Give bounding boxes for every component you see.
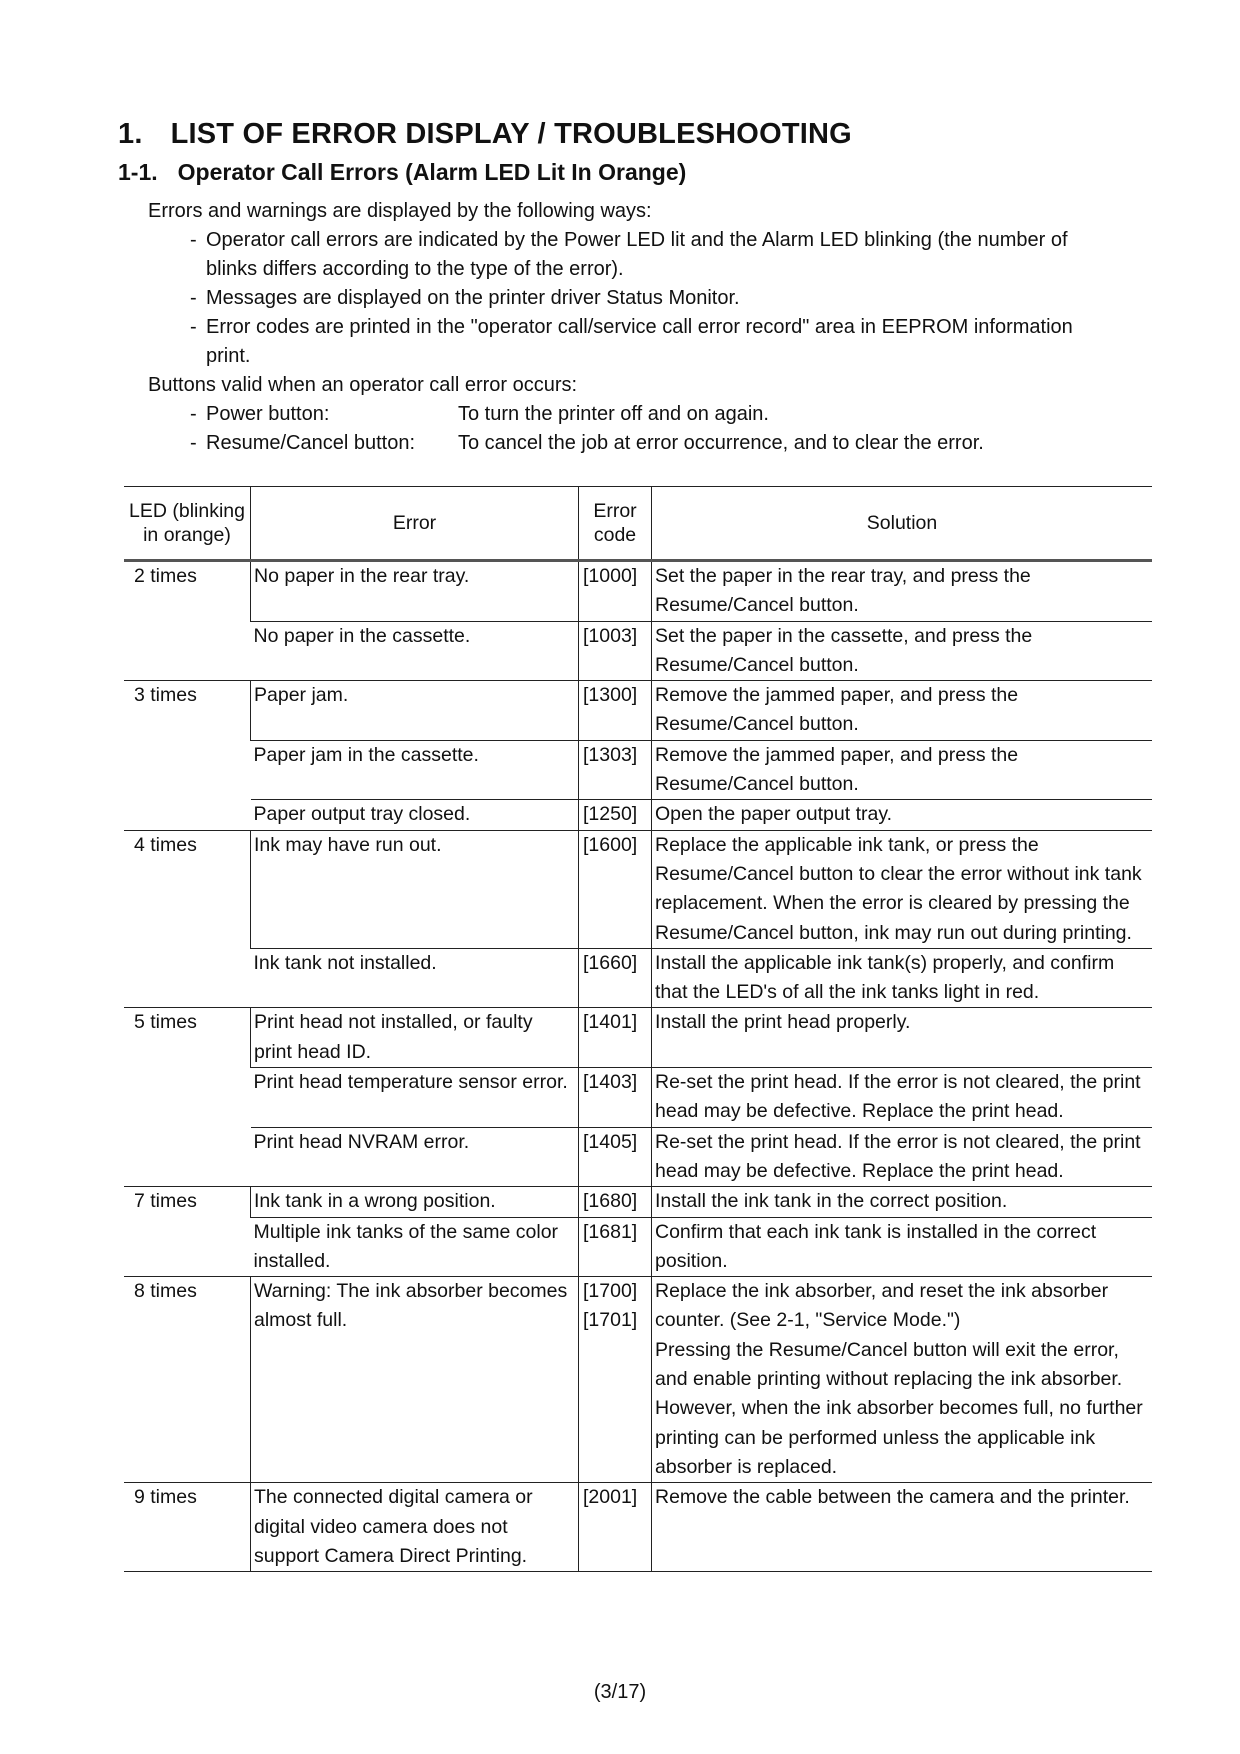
error-table-header	[124, 487, 1152, 561]
solution-cell: Replace the applicable ink tank, or press the Resume/Cancel button to clear the error without ink tank replacement. When the error is cleared by pressing the Resume/Cancel button, ink may run out during printing.	[652, 830, 1153, 948]
solution-cell: Set the paper in the cassette, and press the Resume/Cancel button.	[652, 621, 1153, 681]
error-code-cell: [1003]	[579, 621, 652, 681]
solution-cell: Install the applicable ink tank(s) properly, and confirm that the LED's of all the ink tanks light in red.	[652, 948, 1153, 1008]
error-cell: Paper jam in the cassette.	[251, 740, 579, 800]
error-code-cell: [1700] [1701]	[579, 1277, 652, 1483]
error-code-cell: [1250]	[579, 800, 652, 830]
table-row	[124, 621, 1152, 681]
intro-bullet	[190, 284, 1108, 313]
error-cell: Ink tank in a wrong position.	[251, 1187, 579, 1217]
header-code: Error code	[579, 487, 652, 561]
table-row	[124, 1187, 1152, 1217]
intro-bullet	[190, 226, 1108, 284]
solution-cell: Confirm that each ink tank is installed in the correct position.	[652, 1217, 1153, 1277]
led-blink-count: 7 times	[124, 1187, 251, 1277]
error-code-cell: [1681]	[579, 1217, 652, 1277]
bullet-text: Operator call errors are indicated by the Power LED lit and the Alarm LED blinking (the number of blinks differs according to the type of the error).	[206, 229, 1068, 280]
bullet-dash: -	[190, 316, 197, 338]
led-blink-count: 3 times	[124, 681, 251, 830]
solution-cell: Remove the jammed paper, and press the Resume/Cancel button.	[652, 740, 1153, 800]
solution-cell: Re-set the print head. If the error is not cleared, the print head may be defective. Replace the print head.	[652, 1068, 1153, 1128]
solution-cell: Install the ink tank in the correct position.	[652, 1187, 1153, 1217]
table-row	[124, 740, 1152, 800]
error-cell: No paper in the rear tray.	[251, 561, 579, 622]
error-code-cell: [1660]	[579, 948, 652, 1008]
table-row	[124, 800, 1152, 830]
error-code-cell: [1401]	[579, 1008, 652, 1068]
buttons-paragraph: Buttons valid when an operator call error occurs:	[148, 374, 578, 396]
error-cell: No paper in the cassette.	[251, 621, 579, 681]
table-row	[124, 830, 1152, 948]
table-row	[124, 1277, 1152, 1483]
table-row	[124, 681, 1152, 741]
intro-text	[148, 197, 1108, 458]
intro-bullet	[190, 313, 1108, 371]
bullet-dash: -	[190, 229, 197, 251]
error-cell: Warning: The ink absorber becomes almost full.	[251, 1277, 579, 1483]
led-blink-count: 5 times	[124, 1008, 251, 1187]
section-title: LIST OF ERROR DISPLAY / TROUBLESHOOTING	[170, 118, 852, 150]
table-row	[124, 948, 1152, 1008]
button-description	[190, 429, 1108, 458]
section-number: 1.	[118, 118, 143, 150]
solution-cell: Install the print head properly.	[652, 1008, 1153, 1068]
error-cell: Ink may have run out.	[251, 830, 579, 948]
header-solution: Solution	[652, 487, 1153, 561]
led-blink-count: 2 times	[124, 561, 251, 681]
led-blink-count: 8 times	[124, 1277, 251, 1483]
error-code-cell: [1300]	[579, 681, 652, 741]
solution-cell: Open the paper output tray.	[652, 800, 1153, 830]
subsection-number: 1-1.	[118, 159, 158, 185]
solution-cell: Set the paper in the rear tray, and press the Resume/Cancel button.	[652, 561, 1153, 622]
button-description	[190, 400, 1108, 429]
button-text: To cancel the job at error occurrence, and to clear the error.	[458, 432, 984, 454]
subsection-heading	[118, 159, 686, 186]
solution-cell: Re-set the print head. If the error is not cleared, the print head may be defective. Replace the print head.	[652, 1127, 1153, 1187]
bullet-text: Messages are displayed on the printer driver Status Monitor.	[206, 287, 740, 309]
error-cell: Paper jam.	[251, 681, 579, 741]
error-cell: Print head temperature sensor error.	[251, 1068, 579, 1128]
table-row	[124, 1068, 1152, 1128]
button-label: Power button:	[206, 403, 330, 425]
table-row	[124, 1008, 1152, 1068]
solution-cell: Replace the ink absorber, and reset the ink absorber counter. (See 2-1, "Service Mode.") Pressing the Resume/Cancel button will exit the error, and enable printing without replacing the ink absorber. However, when the ink absorber becomes full, no further printing can be performed unless the applicable ink absorber is replaced.	[652, 1277, 1153, 1483]
error-code-cell: [1680]	[579, 1187, 652, 1217]
table-row	[124, 561, 1152, 622]
error-table-body	[124, 561, 1152, 1572]
table-row	[124, 1483, 1152, 1572]
solution-cell: Remove the cable between the camera and the printer.	[652, 1483, 1153, 1572]
button-text: To turn the printer off and on again.	[458, 403, 769, 425]
page-number: (3/17)	[593, 1681, 647, 1703]
error-cell: Print head NVRAM error.	[251, 1127, 579, 1187]
bullet-dash: -	[190, 287, 197, 309]
subsection-title: Operator Call Errors (Alarm LED Lit In Orange)	[177, 159, 687, 185]
bullet-text: Error codes are printed in the "operator call/service call error record" area in EEPROM information print.	[206, 316, 1073, 367]
section-heading	[118, 118, 852, 151]
intro-paragraph: Errors and warnings are displayed by the following ways:	[148, 200, 652, 222]
led-blink-count: 4 times	[124, 830, 251, 1008]
error-code-cell: [2001]	[579, 1483, 652, 1572]
led-blink-count: 9 times	[124, 1483, 251, 1572]
error-code-cell: [1303]	[579, 740, 652, 800]
bullet-dash: -	[190, 432, 197, 454]
error-code-cell: [1403]	[579, 1068, 652, 1128]
error-code-cell: [1405]	[579, 1127, 652, 1187]
error-cell: Paper output tray closed.	[251, 800, 579, 830]
error-code-cell: [1000]	[579, 561, 652, 622]
button-label: Resume/Cancel button:	[206, 432, 416, 454]
error-cell: The connected digital camera or digital video camera does not support Camera Direct Printing.	[251, 1483, 579, 1572]
table-row	[124, 1217, 1152, 1277]
header-led: LED (blinking in orange)	[124, 487, 251, 561]
header-error: Error	[251, 487, 579, 561]
error-cell: Ink tank not installed.	[251, 948, 579, 1008]
error-table	[124, 486, 1152, 1572]
error-cell: Multiple ink tanks of the same color installed.	[251, 1217, 579, 1277]
solution-cell: Remove the jammed paper, and press the Resume/Cancel button.	[652, 681, 1153, 741]
header-row	[124, 487, 1152, 561]
bullet-dash: -	[190, 403, 197, 425]
error-code-cell: [1600]	[579, 830, 652, 948]
error-cell: Print head not installed, or faulty print head ID.	[251, 1008, 579, 1068]
table-row	[124, 1127, 1152, 1187]
